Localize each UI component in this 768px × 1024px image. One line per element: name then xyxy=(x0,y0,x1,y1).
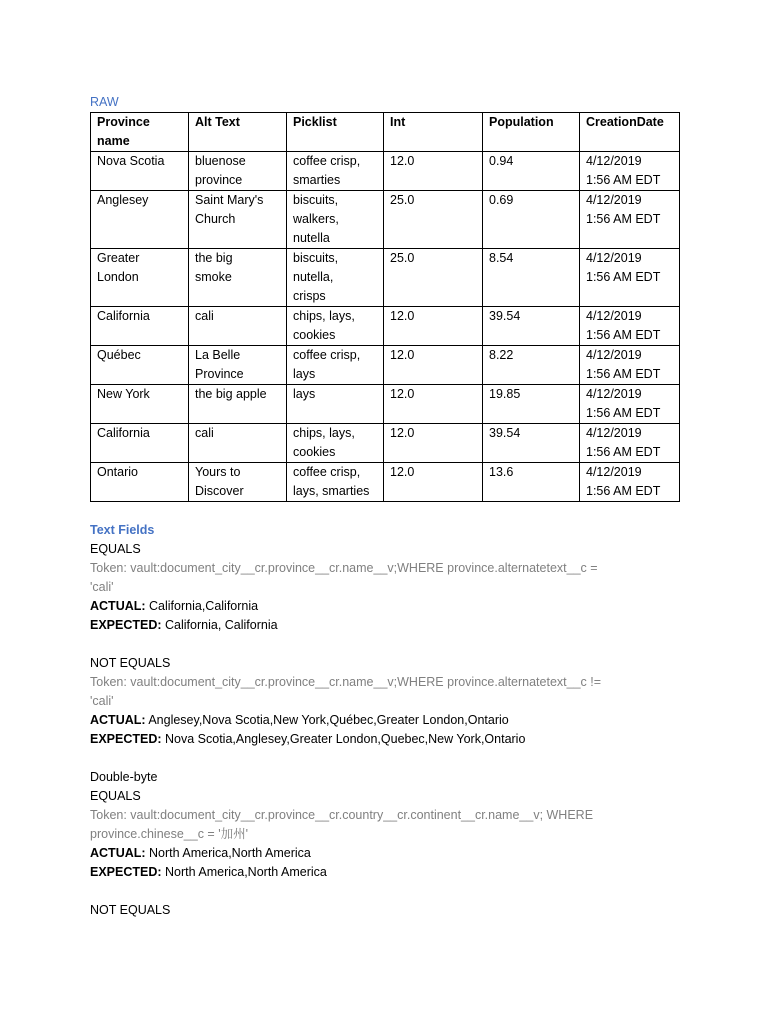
table-cell xyxy=(384,346,483,385)
raw-heading: RAW xyxy=(90,95,119,109)
table-cell xyxy=(287,346,384,385)
table-cell xyxy=(287,307,384,346)
cell-text: coffee crisp, xyxy=(293,154,361,168)
table-cell xyxy=(483,385,580,424)
cell-text: 0.69 xyxy=(489,193,514,207)
cell-text: 25.0 xyxy=(390,251,415,265)
expected-value: North America,North America xyxy=(161,865,327,879)
table-cell xyxy=(580,346,680,385)
double-byte-token-line-2: province.chinese__c = '加州' xyxy=(90,827,248,841)
equals-actual xyxy=(90,597,680,616)
table-cell xyxy=(580,191,680,249)
table-cell xyxy=(91,385,189,424)
table-cell xyxy=(287,191,384,249)
cell-text: smarties xyxy=(293,173,341,187)
cell-text: 4/12/2019 xyxy=(586,309,642,323)
actual-label: ACTUAL: xyxy=(90,846,146,860)
table-cell xyxy=(384,152,483,191)
cell-text: chips, lays, xyxy=(293,426,355,440)
column-header-text: Population xyxy=(489,115,554,129)
column-header-text: CreationDate xyxy=(586,115,664,129)
actual-value: North America,North America xyxy=(145,846,311,860)
column-header-text: Alt Text xyxy=(195,115,240,129)
cell-text: 1:56 AM EDT xyxy=(586,173,661,187)
not-equals-token-line-1: Token: vault:document_city__cr.province__cr.name__v;WHERE province.alternatetext__c != xyxy=(90,675,602,689)
cell-text: bluenose xyxy=(195,154,246,168)
column-header xyxy=(483,113,580,152)
cell-text: coffee crisp, xyxy=(293,465,361,479)
cell-text: 0.94 xyxy=(489,154,514,168)
cell-text: the big xyxy=(195,251,233,265)
table-cell xyxy=(580,152,680,191)
cell-text: cookies xyxy=(293,328,336,342)
cell-text: 4/12/2019 xyxy=(586,193,642,207)
cell-text: Québec xyxy=(97,348,141,362)
cell-text: 4/12/2019 xyxy=(586,154,642,168)
table-cell xyxy=(384,191,483,249)
cell-text: 13.6 xyxy=(489,465,514,479)
cell-text: California xyxy=(97,309,150,323)
expected-value: California, California xyxy=(161,618,278,632)
expected-value: Nova Scotia,Anglesey,Greater London,Quebec,New York,Ontario xyxy=(161,732,526,746)
equals-token-line-1: Token: vault:document_city__cr.province__cr.name__v;WHERE province.alternatetext__c = xyxy=(90,561,598,575)
table-cell xyxy=(189,307,287,346)
table-row xyxy=(91,463,680,502)
cell-text: lays xyxy=(293,367,316,381)
cell-text: 12.0 xyxy=(390,348,415,362)
cell-text: Saint Mary's xyxy=(195,193,264,207)
table-header-row xyxy=(91,113,680,152)
table-cell xyxy=(287,249,384,307)
table-cell xyxy=(189,191,287,249)
expected-label: EXPECTED: xyxy=(90,618,162,632)
cell-text: La Belle xyxy=(195,348,241,362)
table-cell xyxy=(483,249,580,307)
table-cell xyxy=(384,385,483,424)
cell-text: smoke xyxy=(195,270,232,284)
table-cell xyxy=(189,249,287,307)
table-row xyxy=(91,249,680,307)
double-byte-expected xyxy=(90,863,680,882)
equals-label: EQUALS xyxy=(90,542,141,556)
table-cell xyxy=(580,307,680,346)
actual-label: ACTUAL: xyxy=(90,599,146,613)
cell-text: lays, smarties xyxy=(293,484,370,498)
cell-text: crisps xyxy=(293,289,326,303)
equals-expected xyxy=(90,616,680,635)
cell-text: biscuits, xyxy=(293,193,339,207)
equals-token-line-2: 'cali' xyxy=(90,580,114,594)
cell-text: 1:56 AM EDT xyxy=(586,328,661,342)
cell-text: 8.22 xyxy=(489,348,514,362)
cell-text: Yours to xyxy=(195,465,241,479)
expected-label: EXPECTED: xyxy=(90,732,162,746)
table-row xyxy=(91,424,680,463)
table-cell xyxy=(91,463,189,502)
cell-text: province xyxy=(195,173,243,187)
cell-text: 12.0 xyxy=(390,426,415,440)
column-header xyxy=(384,113,483,152)
table-body xyxy=(91,152,680,502)
double-byte-token-line-1: Token: vault:document_city__cr.province__cr.country__cr.continent__cr.name__v; WHERE xyxy=(90,808,594,822)
cell-text: Anglesey xyxy=(97,193,149,207)
table-cell xyxy=(483,307,580,346)
cell-text: Nova Scotia xyxy=(97,154,165,168)
table-cell xyxy=(287,385,384,424)
actual-value: California,California xyxy=(145,599,259,613)
table-cell xyxy=(91,191,189,249)
cell-text: 12.0 xyxy=(390,309,415,323)
spacer xyxy=(90,635,680,654)
cell-text: New York xyxy=(97,387,150,401)
table-cell xyxy=(580,249,680,307)
table-cell xyxy=(483,424,580,463)
table-cell xyxy=(384,463,483,502)
cell-text: Ontario xyxy=(97,465,138,479)
table-cell xyxy=(580,385,680,424)
column-header xyxy=(287,113,384,152)
cell-text: 4/12/2019 xyxy=(586,387,642,401)
column-header-text: Picklist xyxy=(293,115,337,129)
table-row xyxy=(91,307,680,346)
table-cell xyxy=(580,424,680,463)
cell-text: 1:56 AM EDT xyxy=(586,445,661,459)
cell-text: 39.54 xyxy=(489,309,521,323)
spacer xyxy=(90,749,680,768)
table-cell xyxy=(483,463,580,502)
table-cell xyxy=(91,249,189,307)
table-cell xyxy=(384,307,483,346)
table-cell xyxy=(189,463,287,502)
cell-text: 39.54 xyxy=(489,426,521,440)
table-cell xyxy=(384,424,483,463)
not-equals-2-label: NOT EQUALS xyxy=(90,903,171,917)
table-cell xyxy=(287,424,384,463)
cell-text: chips, lays, xyxy=(293,309,355,323)
cell-text: 4/12/2019 xyxy=(586,465,642,479)
table-cell xyxy=(189,152,287,191)
cell-text: Church xyxy=(195,212,236,226)
table-cell xyxy=(483,346,580,385)
double-byte-actual xyxy=(90,844,680,863)
cell-text: cali xyxy=(195,309,214,323)
cell-text: cookies xyxy=(293,445,336,459)
cell-text: 12.0 xyxy=(390,387,415,401)
table-cell xyxy=(91,424,189,463)
actual-label: ACTUAL: xyxy=(90,713,146,727)
cell-text: lays xyxy=(293,387,316,401)
cell-text: Province xyxy=(195,367,244,381)
document-page xyxy=(90,93,680,920)
cell-text: 1:56 AM EDT xyxy=(586,270,661,284)
table-cell xyxy=(287,152,384,191)
cell-text: 19.85 xyxy=(489,387,521,401)
table-row xyxy=(91,152,680,191)
cell-text: 4/12/2019 xyxy=(586,251,642,265)
cell-text: 8.54 xyxy=(489,251,514,265)
column-header xyxy=(91,113,189,152)
table-cell xyxy=(189,424,287,463)
column-header-text: Int xyxy=(390,115,406,129)
table-cell xyxy=(483,152,580,191)
table-cell xyxy=(91,152,189,191)
not-equals-token-line-2: 'cali' xyxy=(90,694,114,708)
cell-text: 25.0 xyxy=(390,193,415,207)
table-cell xyxy=(91,307,189,346)
cell-text: 12.0 xyxy=(390,465,415,479)
table-row xyxy=(91,346,680,385)
cell-text: the big apple xyxy=(195,387,267,401)
cell-text: nutella, xyxy=(293,270,334,284)
double-byte-equals-label: EQUALS xyxy=(90,789,141,803)
not-equals-actual xyxy=(90,711,680,730)
text-fields-section xyxy=(90,521,680,920)
table-row xyxy=(91,385,680,424)
cell-text: 1:56 AM EDT xyxy=(586,484,661,498)
cell-text: 1:56 AM EDT xyxy=(586,406,661,420)
table-cell xyxy=(483,191,580,249)
table-cell xyxy=(189,385,287,424)
spacer xyxy=(90,882,680,901)
double-byte-heading: Double-byte xyxy=(90,770,158,784)
table-cell xyxy=(384,249,483,307)
cell-text: walkers, xyxy=(293,212,339,226)
cell-text: Discover xyxy=(195,484,244,498)
not-equals-label: NOT EQUALS xyxy=(90,656,171,670)
cell-text: nutella xyxy=(293,231,330,245)
actual-value: Anglesey,Nova Scotia,New York,Québec,Greater London,Ontario xyxy=(145,713,509,727)
cell-text: 12.0 xyxy=(390,154,415,168)
table-row xyxy=(91,191,680,249)
cell-text: 4/12/2019 xyxy=(586,426,642,440)
cell-text: 1:56 AM EDT xyxy=(586,367,661,381)
column-header xyxy=(580,113,680,152)
table-cell xyxy=(287,463,384,502)
table-cell xyxy=(580,463,680,502)
cell-text: California xyxy=(97,426,150,440)
column-header-text: name xyxy=(97,134,130,148)
column-header-text: Province xyxy=(97,115,150,129)
expected-label: EXPECTED: xyxy=(90,865,162,879)
cell-text: cali xyxy=(195,426,214,440)
cell-text: biscuits, xyxy=(293,251,339,265)
cell-text: 4/12/2019 xyxy=(586,348,642,362)
cell-text: London xyxy=(97,270,139,284)
raw-table xyxy=(90,112,680,502)
not-equals-expected xyxy=(90,730,680,749)
table-cell xyxy=(189,346,287,385)
column-header xyxy=(189,113,287,152)
table-cell xyxy=(91,346,189,385)
cell-text: Greater xyxy=(97,251,140,265)
cell-text: 1:56 AM EDT xyxy=(586,212,661,226)
cell-text: coffee crisp, xyxy=(293,348,361,362)
text-fields-heading: Text Fields xyxy=(90,523,155,537)
